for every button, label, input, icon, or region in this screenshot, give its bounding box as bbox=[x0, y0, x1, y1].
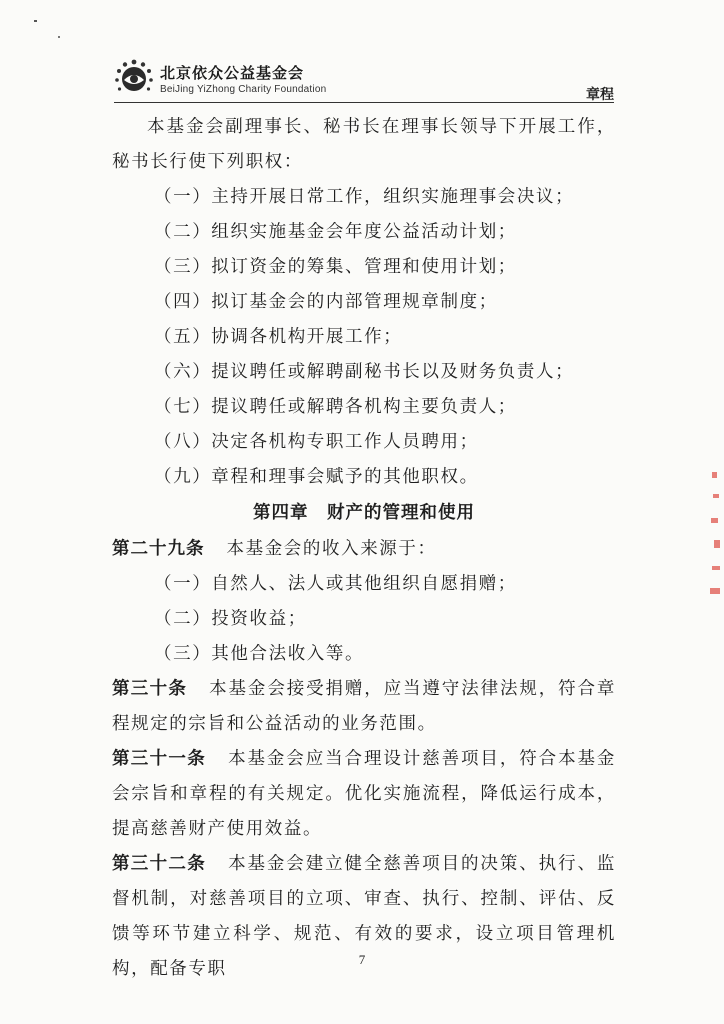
article-30 bbox=[112, 672, 616, 742]
article-text: 本基金会应当合理设计慈善项目，符合本基金会宗旨和章程的有关规定。优化实施流程，降低运行成本，提高慈善财产使用效益。 bbox=[112, 749, 616, 839]
article-title: 第二十九条 bbox=[112, 539, 205, 559]
list-item: （三）其他合法收入等。 bbox=[154, 644, 365, 664]
partial-seal-stamp bbox=[706, 470, 722, 610]
article-text: 本基金会的收入来源于： bbox=[226, 539, 437, 559]
list-item: （七）提议聘任或解聘各机构主要负责人； bbox=[154, 397, 517, 417]
org-name-english: BeiJing YiZhong Charity Foundation bbox=[160, 84, 327, 95]
intro-paragraph: 本基金会副理事长、秘书长在理事长领导下开展工作，秘书长行使下列职权： bbox=[112, 117, 616, 172]
list-item: （三）拟订资金的筹集、管理和使用计划； bbox=[154, 257, 517, 277]
foundation-logo-icon bbox=[114, 58, 154, 98]
list-item: （九）章程和理事会赋予的其他职权。 bbox=[154, 467, 479, 487]
article-title: 第三十条 bbox=[112, 679, 188, 699]
secretary-duties-list bbox=[112, 180, 616, 495]
list-item: （一）主持开展日常工作，组织实施理事会决议； bbox=[154, 187, 575, 207]
article-text: 本基金会接受捐赠，应当遵守法律法规，符合章程规定的宗旨和公益活动的业务范围。 bbox=[112, 679, 616, 734]
letterhead bbox=[114, 52, 614, 112]
list-item: （二）组织实施基金会年度公益活动计划； bbox=[154, 222, 517, 242]
article-text: 本基金会建立健全慈善项目的决策、执行、监督机制，对慈善项目的立项、审查、执行、控制、评估、反馈等环节建立科学、规范、有效的要求，设立项目管理机构，配备专职 bbox=[112, 854, 616, 979]
list-item: （四）拟订基金会的内部管理规章制度； bbox=[154, 292, 498, 312]
list-item: （二）投资收益； bbox=[154, 609, 307, 629]
page-number: 7 bbox=[358, 952, 366, 967]
header-divider bbox=[114, 102, 614, 103]
document-type-tag: 章程 bbox=[586, 87, 614, 103]
list-item: （六）提议聘任或解聘副秘书长以及财务负责人； bbox=[154, 362, 575, 382]
article-title: 第三十一条 bbox=[112, 749, 207, 769]
list-item: （五）协调各机构开展工作； bbox=[154, 327, 403, 347]
article-29 bbox=[112, 532, 616, 567]
article-title: 第三十二条 bbox=[112, 854, 207, 874]
chapter-heading: 第四章 财产的管理和使用 bbox=[253, 503, 475, 523]
scan-speck-marks bbox=[30, 18, 70, 42]
income-sources-list bbox=[112, 567, 616, 672]
list-item: （一）自然人、法人或其他组织自愿捐赠； bbox=[154, 574, 517, 594]
article-31 bbox=[112, 742, 616, 847]
org-name-chinese: 北京依众公益基金会 bbox=[160, 64, 305, 82]
document-body bbox=[112, 110, 616, 987]
list-item: （八）决定各机构专职工作人员聘用； bbox=[154, 432, 479, 452]
